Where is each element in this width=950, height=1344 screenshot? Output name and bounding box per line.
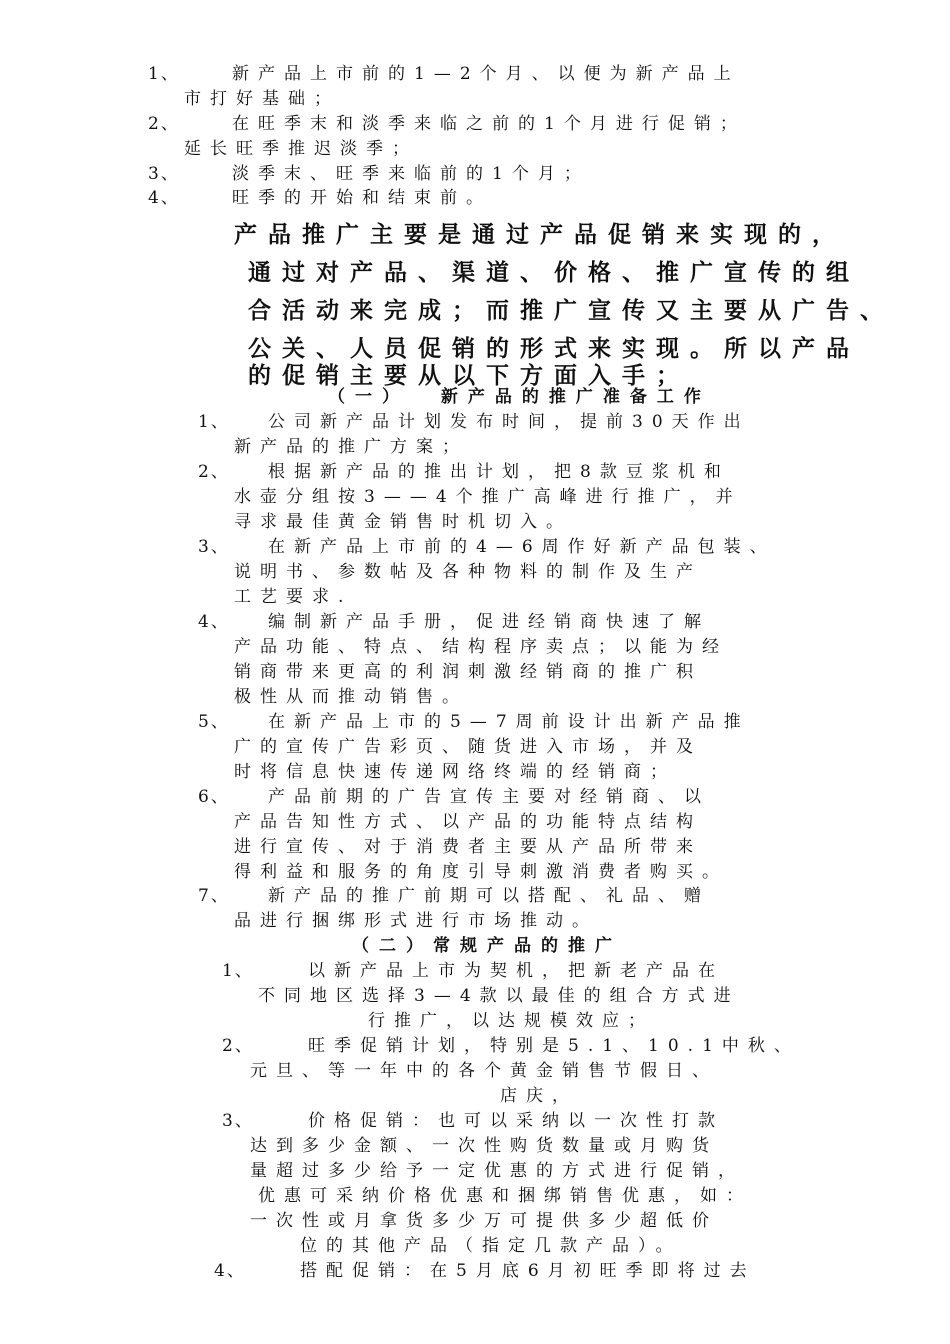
section-1-item-line: 水壶分组按3——4个推广高峰进行推广，并	[234, 487, 742, 507]
top-list-num-2: 2、	[148, 114, 180, 134]
top-list-line: 新产品上市前的1—2个月、以便为新产品上	[232, 64, 740, 84]
section-1-item-line: 产品功能、特点、结构程序卖点；以能为经	[234, 637, 728, 657]
section-2-item-line: 元旦、等一年中的各个黄金销售节假日、	[250, 1061, 718, 1081]
section-1-item-line: 在新产品上市前的4—6周作好新产品包装、	[268, 537, 776, 557]
top-list-line: 市打好基础；	[184, 89, 340, 109]
section-2-item-line: 不同地区选择3—4款以最佳的组合方式进	[258, 986, 740, 1006]
top-list-num-1: 1、	[148, 64, 180, 84]
section-1-item-num: 5、	[198, 712, 230, 732]
section-1-item-line: 产品前期的广告宣传主要对经销商、以	[268, 787, 710, 807]
section-2-item-line: 位的其他产品（指定几款产品）。	[300, 1236, 682, 1256]
section-1-item-line: 新产品的推广前期可以搭配、礼品、赠	[268, 886, 710, 906]
section-2-item-line: 价格促销：也可以采纳以一次性打款	[308, 1111, 724, 1131]
section-1-item-line: 得利益和服务的角度引导刺激消费者购买。	[234, 862, 728, 882]
top-list-num-3: 3、	[148, 164, 180, 184]
section-1-item-line: 编制新产品手册，促进经销商快速了解	[268, 612, 710, 632]
section-1-item-num: 1、	[198, 412, 230, 432]
section-1-item-num: 2、	[198, 462, 230, 482]
section-2-item-num: 2、	[222, 1036, 254, 1056]
section-1-item-line: 销商带来更高的利润刺激经销商的推广积	[234, 662, 702, 682]
bold-paragraph-line: 合活动来完成；而推广宣传又主要从广告、	[248, 298, 894, 324]
top-list-line: 延长旺季推迟淡季；	[184, 139, 418, 159]
section-1-item-line: 公司新产品计划发布时间，提前30天作出	[268, 412, 750, 432]
section-1-item-line: 在新产品上市的5—7周前设计出新产品推	[268, 712, 750, 732]
top-list-line: 旺季的开始和结束前。	[232, 188, 492, 208]
section-1-item-num: 7、	[198, 886, 230, 906]
section-1-item-line: 进行宣传、对于消费者主要从产品所带来	[234, 837, 702, 857]
top-list-line: 在旺季末和淡季来临之前的1个月进行促销；	[232, 114, 746, 134]
section-1-item-line: 工艺要求.	[234, 587, 353, 607]
section-2-item-line: 旺季促销计划，特别是5.1、10.1中秋、	[308, 1036, 800, 1056]
bold-paragraph-line: 的促销主要从以下方面入手；	[248, 363, 690, 389]
section-1-item-line: 广的宣传广告彩页、随货进入市场，并及	[234, 737, 702, 757]
section-1-item-num: 4、	[198, 612, 230, 632]
section-2-item-line: 优惠可采纳价格优惠和捆绑销售优惠，如：	[258, 1186, 752, 1206]
bold-paragraph-line: 公关、人员促销的形式来实现。所以产品	[248, 336, 860, 362]
section-2-item-line: 量超过多少给予一定优惠的方式进行促销，	[250, 1161, 744, 1181]
section-1-item-num: 3、	[198, 537, 230, 557]
bold-paragraph-line: 产品推广主要是通过产品促销来实现的，	[234, 222, 846, 248]
section-2-item-line: 一次性或月拿货多少万可提供多少超低价	[250, 1211, 718, 1231]
section-1-item-line: 品进行捆绑形式进行市场推动。	[234, 911, 598, 931]
section-2-item-line: 搭配促销：在5月底6月初旺季即将过去	[300, 1261, 756, 1281]
section-2-item-num: 1、	[222, 961, 254, 981]
section-1-item-line: 说明书、参数帖及各种物料的制作及生产	[234, 562, 702, 582]
top-list-line: 淡季末、旺季来临前的1个月；	[232, 164, 590, 184]
section-2-item-num: 4、	[214, 1261, 246, 1281]
section-1-item-num: 6、	[198, 787, 230, 807]
section-2-item-line: 店庆，	[500, 1086, 578, 1106]
top-list-num-4: 4、	[148, 188, 180, 208]
section-2-item-line: 行推广，以达规模效应；	[368, 1011, 654, 1031]
section-2-title: （二）常规产品的推广	[352, 936, 622, 956]
bold-paragraph-line: 通过对产品、渠道、价格、推广宣传的组	[248, 260, 860, 286]
section-2-item-num: 3、	[222, 1111, 254, 1131]
section-1-item-line: 新产品的推广方案；	[234, 437, 468, 457]
section-1-item-line: 极性从而推动销售。	[234, 687, 468, 707]
section-1-item-line: 寻求最佳黄金销售时机切入。	[234, 512, 572, 532]
section-1-item-line: 产品告知性方式、以产品的功能特点结构	[234, 812, 702, 832]
section-1-item-line: 根据新产品的推出计划，把8款豆浆机和	[268, 462, 730, 482]
section-1-item-line: 时将信息快速传递网络终端的经销商；	[234, 762, 676, 782]
section-2-item-line: 达到多少金额、一次性购货数量或月购货	[250, 1136, 718, 1156]
section-2-item-line: 以新产品上市为契机，把新老产品在	[308, 961, 724, 981]
section-1-title: （一） 新产品的推广准备工作	[328, 387, 711, 407]
